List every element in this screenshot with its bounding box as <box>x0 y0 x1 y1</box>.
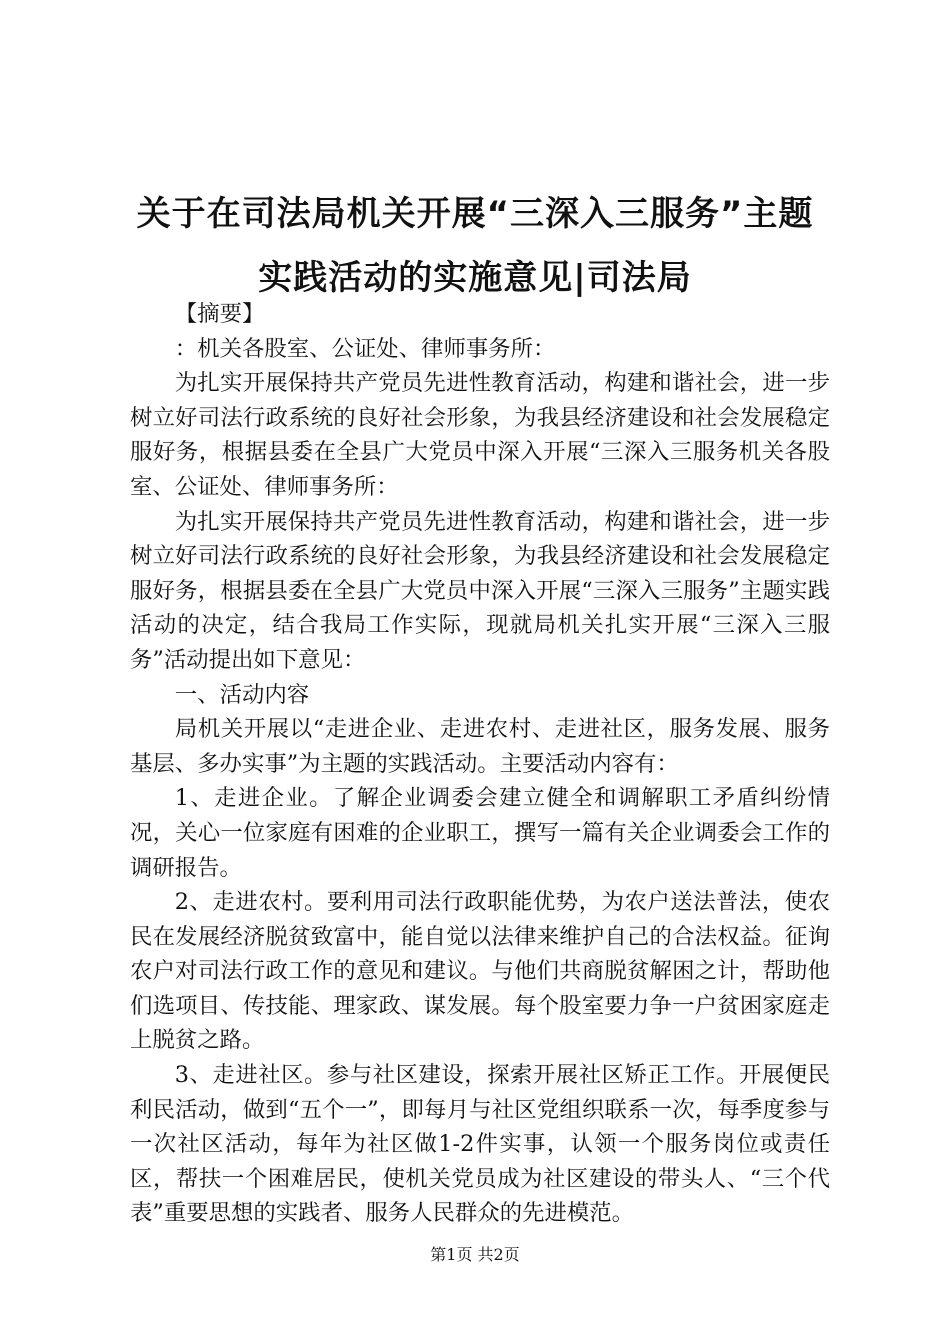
body-paragraph: 局机关开展以“走进企业、走进农村、走进社区，服务发展、服务基层、多办实事”为主题的实践活动。主要活动内容有： <box>130 716 830 777</box>
abstract-label: 【摘要】 <box>174 301 265 327</box>
addressee-line: ：机关各股室、公证处、律师事务所： <box>174 335 556 362</box>
page-number-footer: 第1页 共2页 <box>430 1245 520 1264</box>
list-item: 3、走进社区。参与社区建设，探索开展社区矫正工作。开展便民利民活动，做到“五个一”，即每月与社区党组织联系一次，每季度参与一次社区活动，每年为社区做1-2件实事，认领一个服务岗位或责任区，帮扶一个困难居民，使机关党员成为社区建设的带头人、“三个代表”重要思想的实践者、服务人民群众的先进模范。 <box>130 1062 830 1227</box>
title-line-2: 实践活动的实施意见|司法局 <box>258 258 692 298</box>
body-paragraph: 为扎实开展保持共产党员先进性教育活动，构建和谐社会，进一步树立好司法行政系统的良好社会形象，为我县经济建设和社会发展稳定服好务，根据县委在全县广大党员中深入开展“三深入三服务机关各股室、公证处、律师事务所： <box>130 370 830 500</box>
title-line-1: 关于在司法局机关开展“三深入三服务”主题 <box>136 194 814 234</box>
document-body <box>130 297 830 1231</box>
list-item: 2、走进农村。要利用司法行政职能优势，为农户送法普法，使农民在发展经济脱贫致富中，能自觉以法律来维护自己的合法权益。征询农户对司法行政工作的意见和建议。与他们共商脱贫解困之计，帮助他们选项目、传技能、理家政、谋发展。每个股室要力争一户贫困家庭走上脱贫之路。 <box>130 889 830 1054</box>
list-item: 1、走进企业。了解企业调委会建立健全和调解职工矛盾纠纷情况，关心一位家庭有困难的企业职工，撰写一篇有关企业调委会工作的调研报告。 <box>130 785 830 881</box>
body-paragraph: 为扎实开展保持共产党员先进性教育活动，构建和谐社会，进一步树立好司法行政系统的良好社会形象，为我县经济建设和社会发展稳定服好务，根据县委在全县广大党员中深入开展“三深入三服务”主题实践活动的决定，结合我局工作实际，现就局机关扎实开展“三深入三服务”活动提出如下意见： <box>130 508 830 673</box>
document-title <box>80 182 870 310</box>
section-heading: 一、活动内容 <box>174 681 310 708</box>
